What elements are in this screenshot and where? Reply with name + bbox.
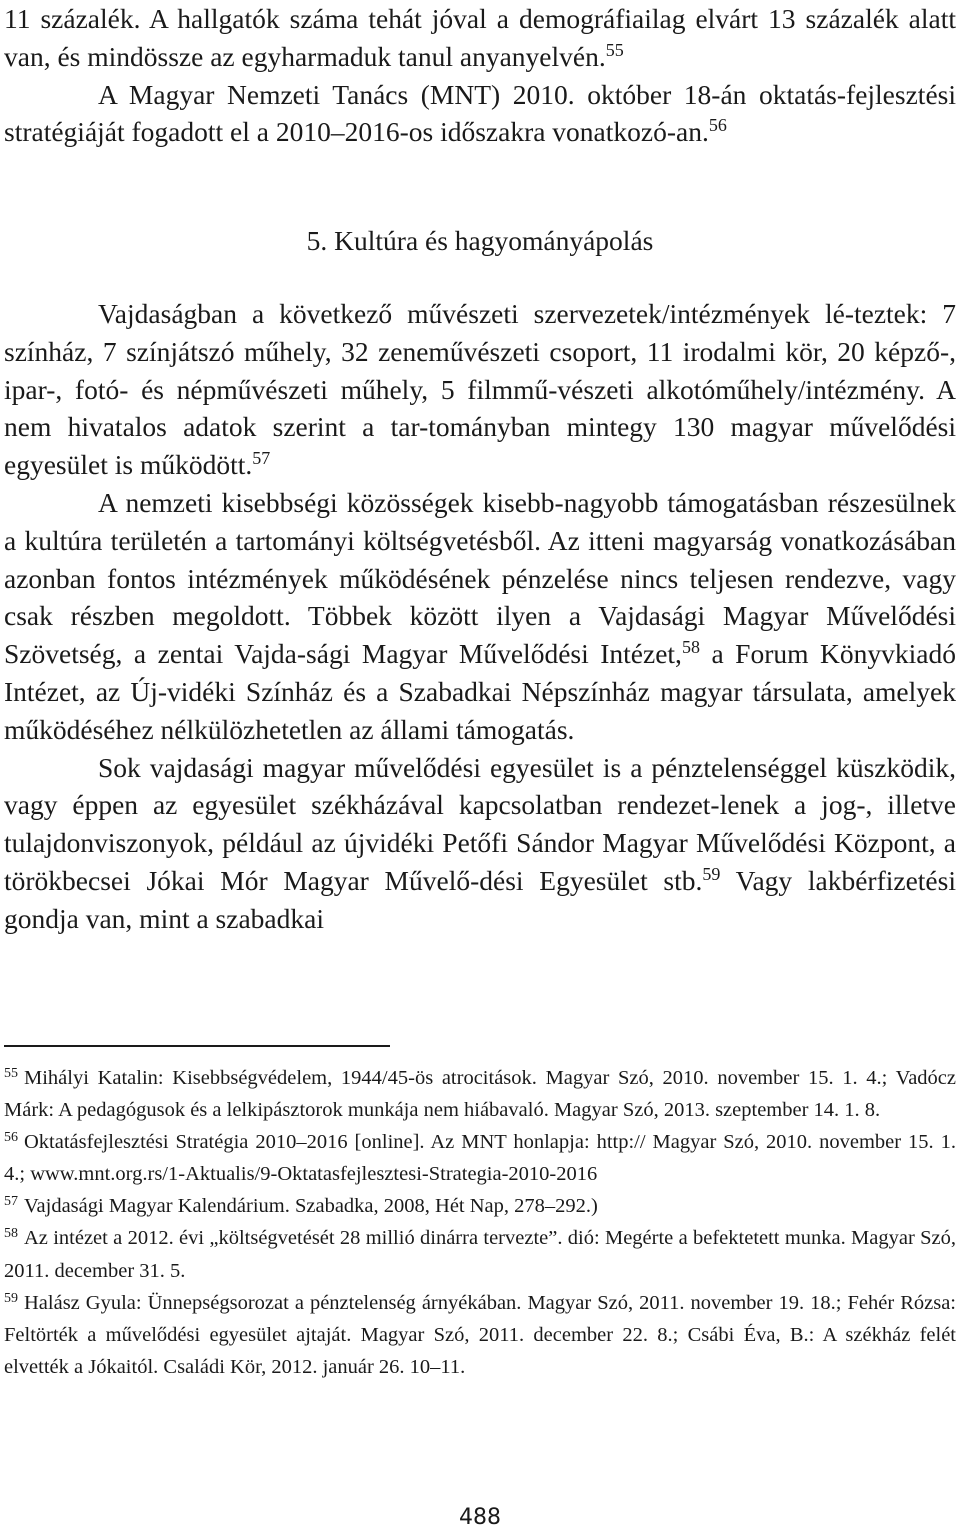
footnote-59 — [4, 1287, 956, 1383]
footnote-text: Az intézet a 2012. évi „költségvetését 28 millió dinárra tervezte”. dió: Megérte a befektetett munka. Magyar Szó, 2011. december 31. 5. — [4, 1227, 956, 1282]
footnote-ref-57[interactable]: 57 — [252, 448, 271, 469]
paragraph-2 — [4, 484, 956, 749]
main-text-block — [4, 295, 956, 938]
footnote-text: Mihályi Katalin: Kisebbségvédelem, 1944/45-ös atrocitások. Magyar Szó, 2010. november 15. 1. 4.; Vadócz Márk: A pedagógusok és a lelkipásztorok munkája nem hiábavaló. Magyar Szó, 2013. szeptember 14. 1. 8. — [4, 1067, 956, 1122]
section-heading: 5. Kultúra és hagyományápolás — [306, 225, 654, 256]
paragraph-top-continued — [4, 76, 956, 152]
top-paragraph-block — [4, 0, 956, 151]
paragraph-3-text-2: Vagy lakbérfizetési gondja van, mint a szabadkai — [4, 864, 956, 934]
footnote-text: Vajdasági Magyar Kalendárium. Szabadka, 2008, Hét Nap, 278–292.) — [24, 1195, 598, 1218]
footnote-ref-59[interactable]: 59 — [702, 863, 721, 884]
paragraph-3 — [4, 749, 956, 938]
paragraph-top-text-1: 11 százalék. A hallgatók száma tehát jóval a demográfiailag elvárt 13 százalék alatt van, és mindössze az egyharmaduk tanul anyanyelvén. — [4, 3, 956, 72]
paragraph-top-text-2: A Magyar Nemzeti Tanács (MNT) 2010. október 18-án oktatás-fejlesztési stratégiáját fogadott el a 2010–2016-os időszakra vonatkozó-an. — [4, 78, 956, 148]
footnote-56 — [4, 1126, 956, 1190]
footnote-ref-55[interactable]: 55 — [605, 39, 624, 60]
footnote-ref-56[interactable]: 56 — [708, 115, 727, 136]
footnote-separator — [4, 1045, 390, 1047]
footnote-58 — [4, 1222, 956, 1286]
page-number: 488 — [459, 1505, 501, 1530]
paragraph-2-text-1: A nemzeti kisebbségi közösségek kisebb-nagyobb támogatásban részesülnek a kultúra területén a tartományi költségvetésből. Az itteni magyarság vonatkozásában azonban fontos intézmények működésének pénzelése nincs teljesen rendezve, vagy csak részben megoldott. Többek között ilyen a Vajdasági Magyar Művelődési Szövetség, a zentai Vajda-sági Magyar Művelődési Intézet, — [4, 486, 956, 670]
footnote-57 — [4, 1190, 956, 1222]
footnote-ref-58[interactable]: 58 — [681, 637, 700, 658]
footnotes-block — [4, 1062, 956, 1383]
paragraph-1 — [4, 295, 956, 484]
paragraph-2-text-2: a Forum Könyvkiadó Intézet, az Új-vidéki Színház és a Szabadkai Népszínház magyar társulata, amelyek működéséhez nélkülözhetetlen az állami támogatás. — [4, 638, 956, 745]
footnote-number: 55 — [4, 1066, 18, 1081]
paragraph-top — [4, 0, 956, 76]
footnote-55 — [4, 1062, 956, 1126]
footnote-text: Halász Gyula: Ünnepségsorozat a pénztelenség árnyékában. Magyar Szó, 2011. november 19. 18.; Fehér Rózsa: Feltörték a művelődési egyesület ajtaját. Magyar Szó, 2011. december 22. 8.; Csábi Éva, B.: A székház felét elvették a Jókaitól. Családi Kör, 2012. január 26. 10–11. — [4, 1291, 956, 1378]
footnote-number: 57 — [4, 1194, 18, 1210]
paragraph-1-text: Vajdaságban a következő művészeti szervezetek/intézmények lé-teztek: 7 színház, 7 színjátszó műhely, 32 zeneművészeti csoport, 11 irodalmi kör, 20 képző-, ipar-, fotó- és népművészeti műhely, 5 filmmű-vészeti alkotóműhely/intézmény. A nem hivatalos adatok szerint a tar-tományban mintegy 130 magyar művelődési egyesület is működött. — [4, 298, 956, 481]
footnote-text: Oktatásfejlesztési Stratégia 2010–2016 [online]. Az MNT honlapja: http:// Magyar Szó, 2010. november 15. 1. 4.; www.mnt.org.rs/1-Aktualis/9-Oktatasfejlesztesi-Strategia-2010-2016 — [4, 1131, 956, 1186]
paragraph-3-text-1: Sok vajdasági magyar művelődési egyesület is a pénztelenséggel küszködik, vagy éppen az egyesület székházával kapcsolatban rendezet-lenek a jog-, illetve tulajdonviszonyok, például az újvidéki Petőfi Sándor Magyar Művelődési Központ, a törökbecsei Jókai Mór Magyar Művelő-dési Egyesület stb. — [4, 751, 956, 896]
footnote-number: 58 — [4, 1226, 18, 1242]
footnote-number: 56 — [4, 1130, 18, 1146]
footnote-number: 59 — [4, 1290, 18, 1306]
